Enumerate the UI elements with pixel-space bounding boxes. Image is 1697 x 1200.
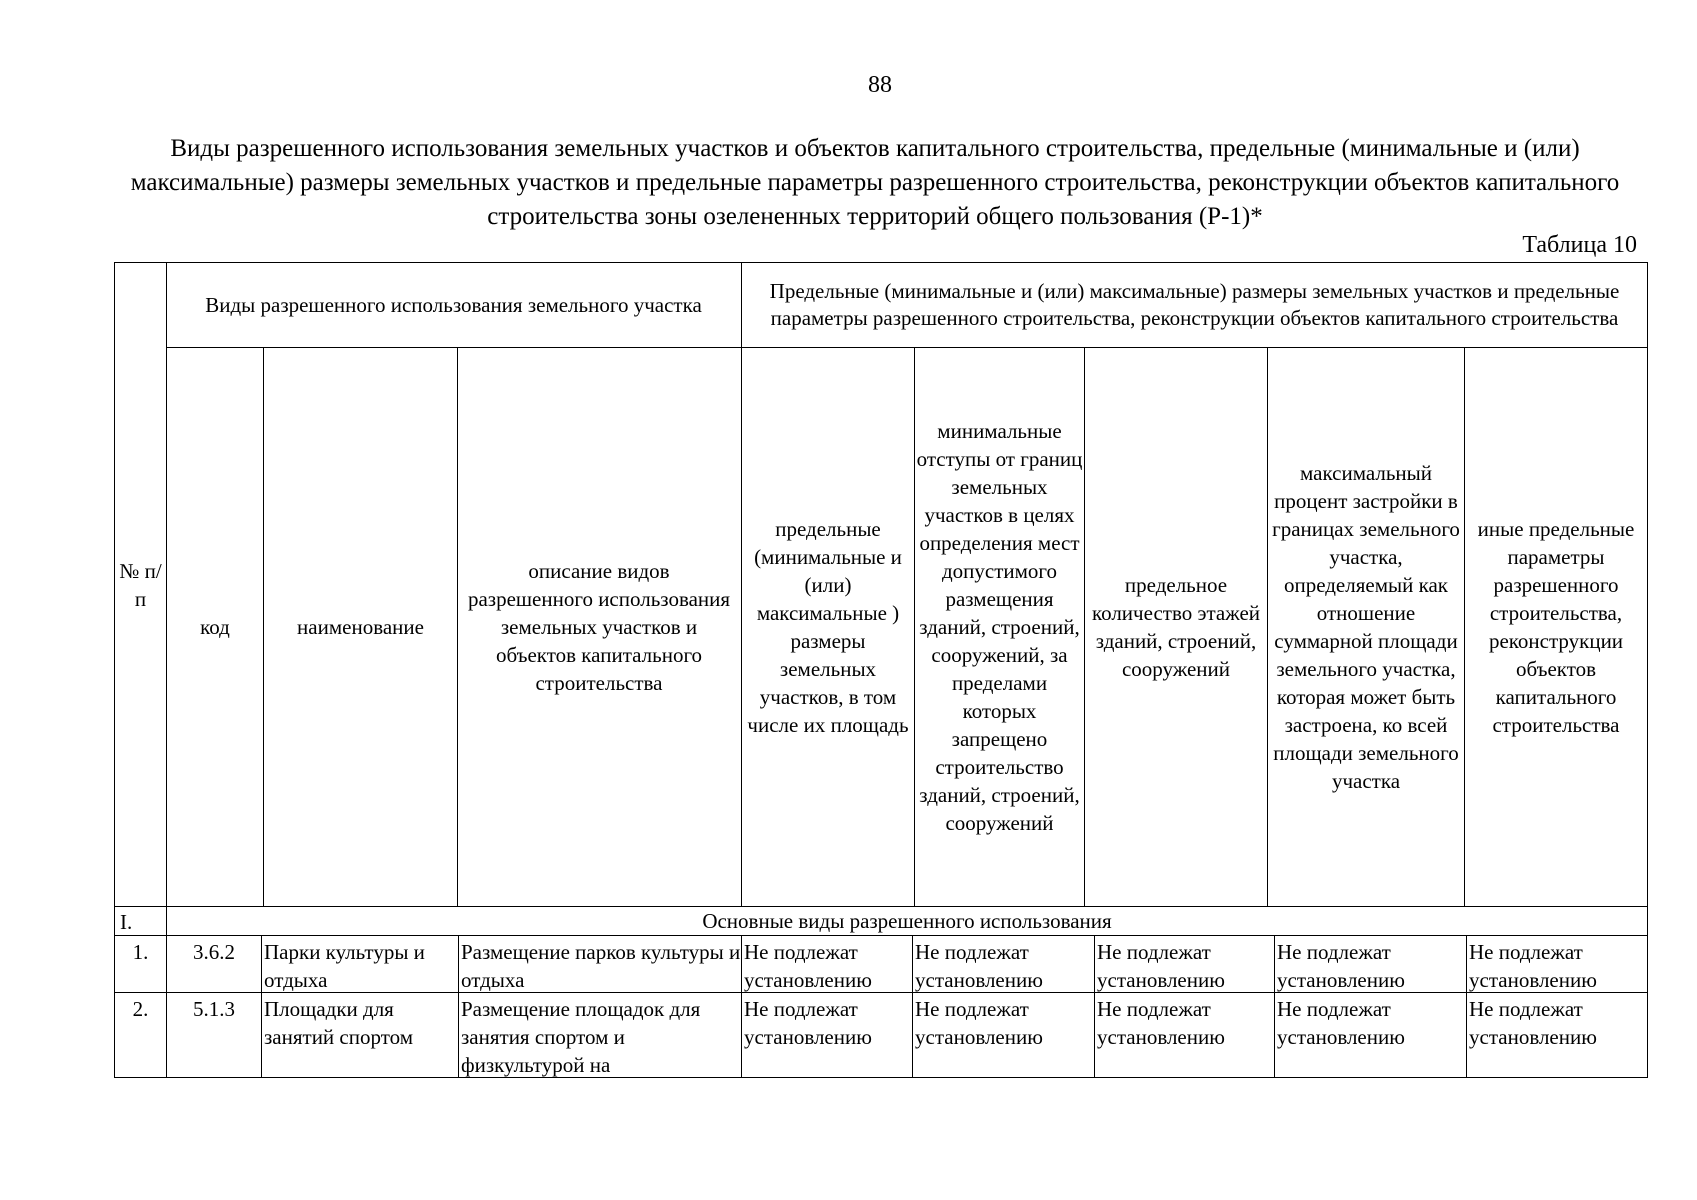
table-caption: Таблица 10 — [1522, 232, 1637, 258]
section-num: I. — [120, 910, 133, 934]
header-size: предельные (минимальные и (или) максимальные ) размеры земельных участков, в том числе их площадь — [747, 517, 909, 737]
section-label: Основные виды разрешенного использования — [702, 909, 1112, 933]
header-code: код — [200, 615, 230, 639]
row-2-name: Площадки для занятий спортом — [264, 997, 413, 1049]
header-other: иные предельные параметры разрешенного строительства, реконструкции объектов капитального строительства — [1477, 517, 1635, 737]
row-2-description: Размещение площадок для занятия спортом и физкультурой на — [461, 997, 701, 1077]
header-setback: минимальные отступы от границ земельных участков в целях определения мест допустимого размещения зданий, строений, сооружений, за пределами которых запрещено строительство зданий, строений, сооружений — [916, 419, 1083, 835]
row-1-setback: Не подлежат установлению — [915, 940, 1043, 992]
row-1-code: 3.6.2 — [193, 940, 235, 964]
row-1-name: Парки культуры и отдыха — [264, 940, 425, 992]
row-2-size: Не подлежат установлению — [744, 997, 872, 1049]
row-2-setback: Не подлежат установлению — [915, 997, 1043, 1049]
row-1-floors: Не подлежат установлению — [1097, 940, 1225, 992]
row-1-size: Не подлежат установлению — [744, 940, 872, 992]
header-group-params: Предельные (минимальные и (или) максимальные) размеры земельных участков и предельные параметры разрешенного строительства, реконструкции объектов капитального строительства — [769, 279, 1620, 330]
header-group-types: Виды разрешенного использования земельного участка — [205, 293, 702, 317]
header-coverage: максимальный процент застройки в границах земельного участка, определяемый как отношение суммарной площади земельного участка, которая может быть застроена, ко всей площади земельного участка — [1272, 461, 1460, 793]
row-2-num: 2. — [132, 997, 149, 1021]
header-floors: предельное количество этажей зданий, строений, сооружений — [1091, 573, 1261, 681]
header-name: наименование — [297, 615, 424, 639]
row-2-floors: Не подлежат установлению — [1097, 997, 1225, 1049]
header-num: № п/п — [119, 558, 162, 611]
row-2-code: 5.1.3 — [193, 997, 235, 1021]
row-2-other: Не подлежат установлению — [1469, 997, 1597, 1049]
header-description: описание видов разрешенного использования земельных участков и объектов капитального строительства — [467, 559, 731, 695]
row-1-num: 1. — [132, 940, 149, 964]
page-number: 88 — [868, 72, 892, 98]
row-2-coverage: Не подлежат установлению — [1277, 997, 1405, 1049]
row-1-coverage: Не подлежат установлению — [1277, 940, 1405, 992]
row-1-description: Размещение парков культуры и отдыха — [461, 940, 741, 992]
row-1-other: Не подлежат установлению — [1469, 940, 1597, 992]
document-title: Виды разрешенного использования земельных участков и объектов капитального строительства, предельные (минимальные и (или) максимальные) размеры земельных участков и предельные параметры разрешенного строительства, реконструкции объектов капитального строительства зоны озелененных территорий общего пользования (Р-1)* — [130, 135, 1620, 230]
